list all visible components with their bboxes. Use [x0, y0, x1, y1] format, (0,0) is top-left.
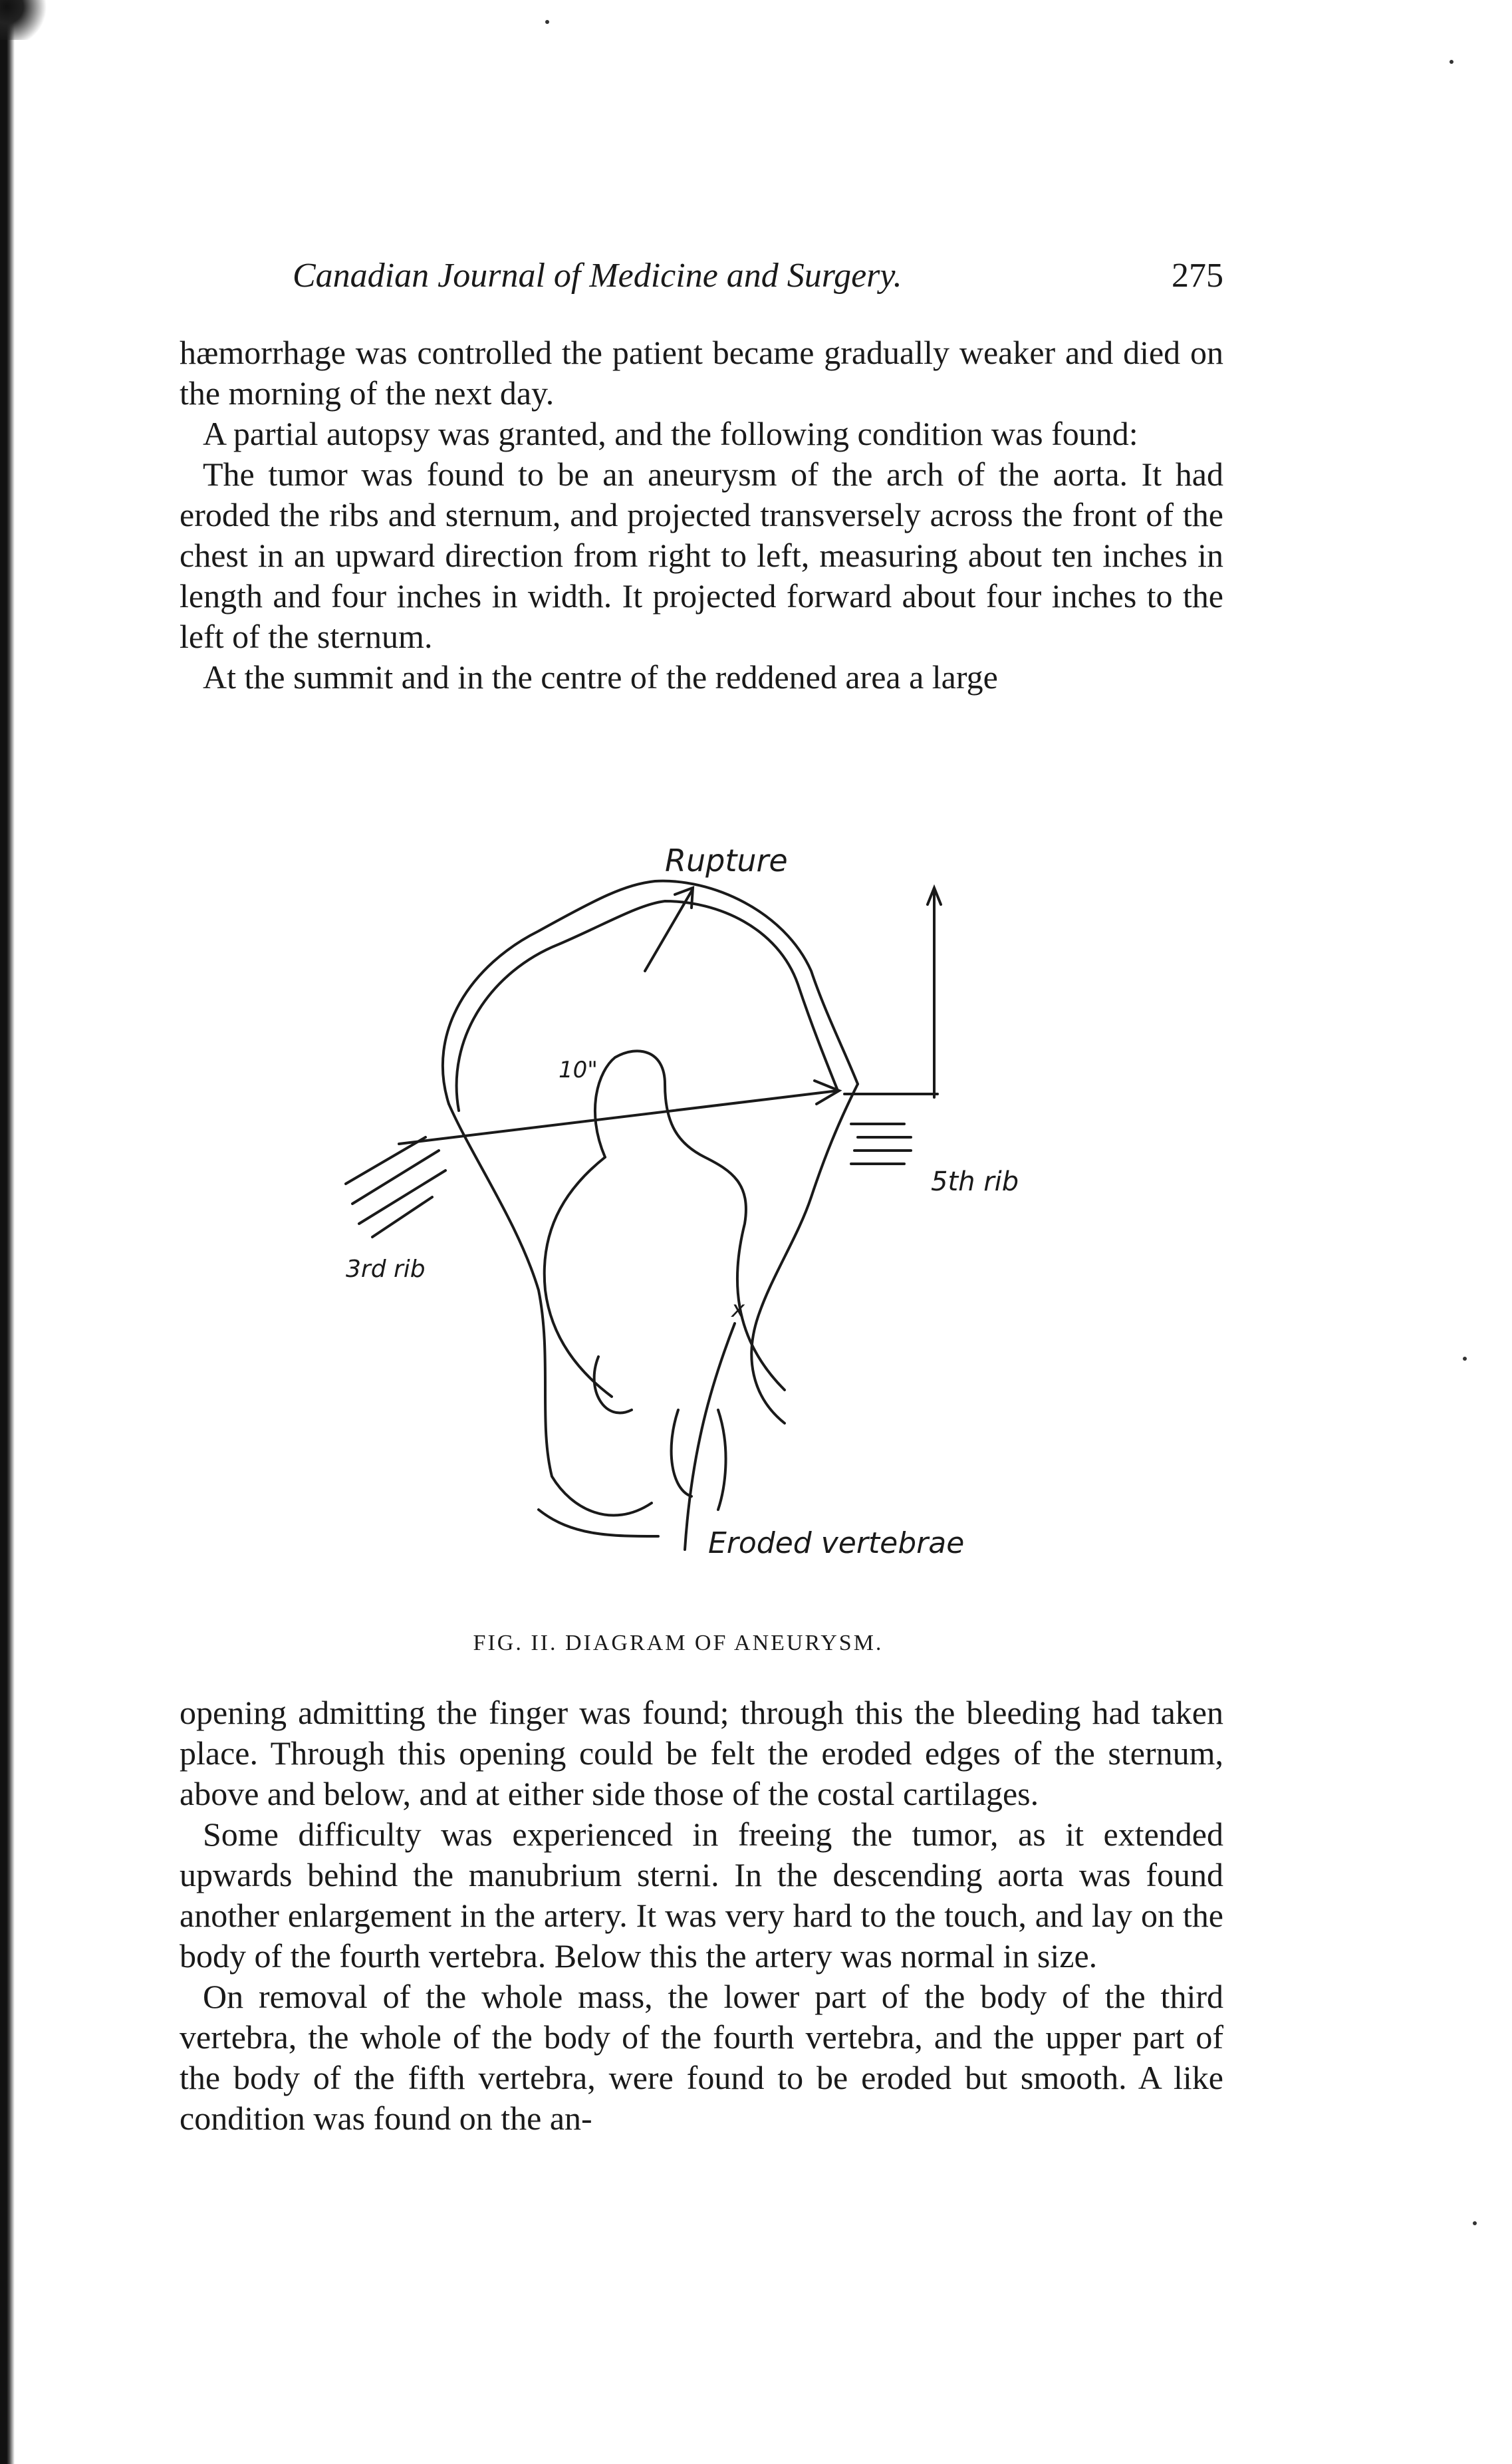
left-rib-line-1 — [346, 1137, 426, 1184]
page-number: 275 — [1172, 257, 1223, 295]
journal-title: Canadian Journal of Medicine and Surgery. — [293, 257, 902, 295]
left-rib-line-2 — [352, 1151, 439, 1204]
paragraph: On removal of the whole mass, the lower part of the body of the third vertebra, the whole of the body of the fourth vertebra, and the upper part of the body of the fifth vertebra, were found to be eroded but smooth. A like condition was found on the an- — [180, 1978, 1223, 2137]
scan-speck — [545, 20, 549, 24]
eroded-pointer — [685, 1323, 735, 1550]
scan-speck — [1449, 60, 1453, 64]
aneurysm-outline-outer — [443, 881, 858, 1104]
paragraph: Some difficulty was experienced in freeing the tumor, as it extended upwards behind the manubrium sterni. In the descending aorta was found another enlargement in the artery. It was very hard to the touch, and lay on the body of the fourth vertebra. Below this the artery was normal in size. — [180, 1816, 1223, 1975]
aneurysm-lower-lobe-1 — [594, 1357, 632, 1413]
paragraph: The tumor was found to be an aneurysm of the arch of the aorta. It had eroded the ribs and sternum, and projected transversely across the front of the chest in an upward direction from right to left, measuring about ten inches in length and four inches in width. It projected forward about four inches to the left of the sternum. — [180, 456, 1223, 655]
body-text-top — [180, 333, 1223, 698]
body-text-bottom — [180, 1693, 1223, 2139]
label-left-rib: 3rd rib — [346, 1256, 426, 1283]
aneurysm-outline-inner — [457, 901, 838, 1111]
label-measure: 10" — [559, 1057, 598, 1083]
paragraph: hæmorrhage was controlled the patient became gradually weaker and died on the morning of the next day. — [180, 334, 1223, 412]
figure-caption: FIG. II. DIAGRAM OF ANEURYSM. — [473, 1631, 884, 1655]
aneurysm-lower-lobe-3 — [718, 1410, 726, 1510]
scan-corner-blot — [0, 0, 47, 40]
paragraph: At the summit and in the centre of the reddened area a large — [203, 658, 998, 696]
label-right-rib: 5th rib — [931, 1166, 1019, 1197]
left-rib-line-4 — [372, 1197, 432, 1237]
aneurysm-diagram — [319, 811, 1117, 1643]
measure-line — [399, 1091, 838, 1144]
aneurysm-left-inner — [545, 1157, 612, 1397]
label-eroded: Eroded vertebrae — [708, 1526, 965, 1560]
scan-speck — [1463, 1357, 1467, 1361]
scan-left-edge — [0, 0, 15, 2464]
paragraph: A partial autopsy was granted, and the following condition was found: — [203, 415, 1138, 452]
diagram-svg — [319, 811, 1117, 1643]
running-header — [293, 256, 1223, 303]
scan-speck — [1473, 2221, 1477, 2225]
paragraph: opening admitting the finger was found; through this the bleeding had taken place. Through this opening could be felt the eroded edges of the sternum, above and below, and at either side those of the costal cartilages. — [180, 1694, 1223, 1812]
aneurysm-lower-lobe-2 — [672, 1410, 692, 1496]
label-rupture: Rupture — [665, 843, 788, 879]
mark-x: x — [731, 1296, 745, 1323]
